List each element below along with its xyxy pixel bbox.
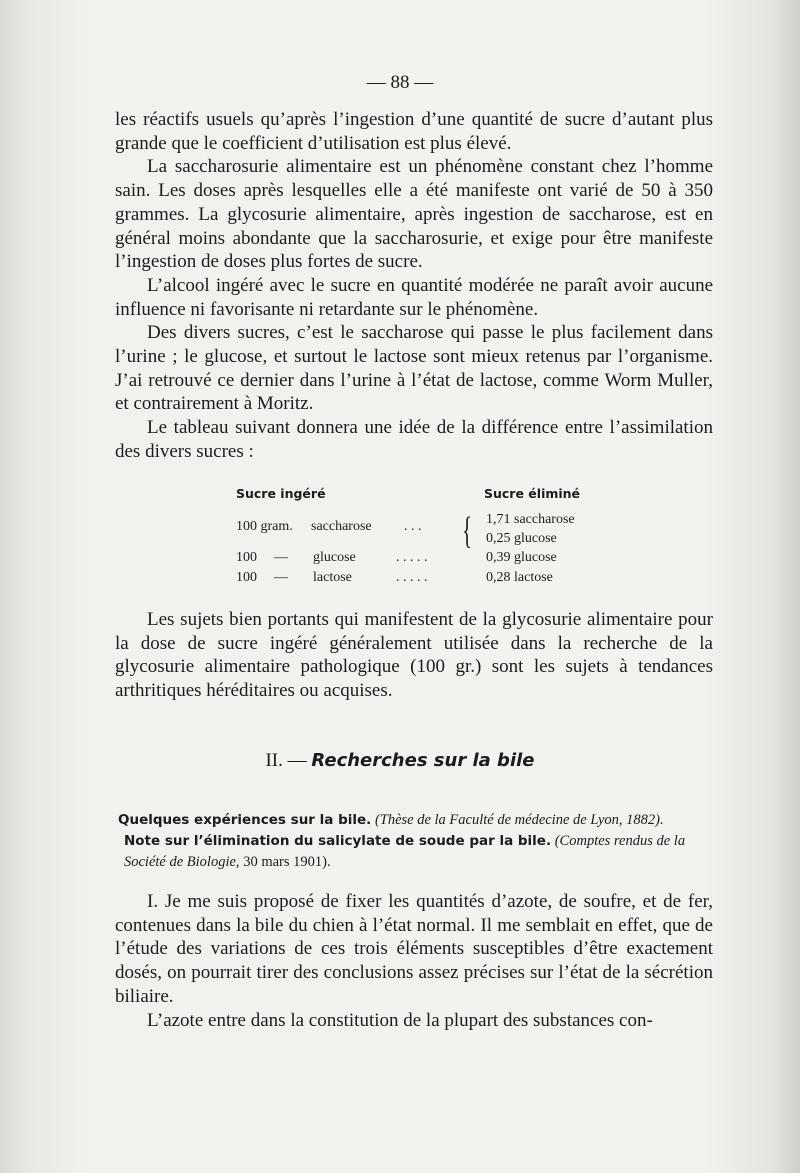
section-title: Recherches sur la bile xyxy=(311,750,535,771)
table-row xyxy=(236,512,616,539)
section-number: II. — xyxy=(265,750,307,771)
reference-title: Note sur l’élimination du salicylate de soude par la bile. xyxy=(124,833,552,849)
paragraph: L’alcool ingéré avec le sucre en quantité modérée ne paraît avoir aucune influence ni favorisante ni retardante sur le phénomène. xyxy=(115,274,713,320)
cell-result: 0,39 glucose xyxy=(486,550,557,565)
reference-date: 30 mars 1901). xyxy=(243,854,331,870)
cell-dots: . . . . . xyxy=(396,570,428,585)
table-header-eliminated: Sucre éliminé xyxy=(484,486,581,501)
cell-sugar: lactose xyxy=(313,570,352,585)
cell-sugar: saccharose xyxy=(311,519,372,534)
cell-qty: 100 xyxy=(236,570,257,585)
cell-dots: . . . . . xyxy=(396,550,428,565)
cell-dots: . . . xyxy=(404,519,422,534)
body-text-top xyxy=(115,108,713,464)
section-heading xyxy=(0,750,800,772)
references xyxy=(118,810,716,873)
cell-result: 0,25 glucose xyxy=(486,531,557,546)
page-number: — 88 — xyxy=(366,72,434,93)
paragraph: L’azote entre dans la constitution de la plupart des substances con- xyxy=(147,1009,653,1031)
paragraph: I. Je me suis proposé de fixer les quantités d’azote, de soufre, et de fer, contenues dans la bile du chien à l’état normal. Il me semblait en effet, que de l’étude des variations de ces trois éléments susceptibles d’être exactement dosés, on pourrait tirer des conclusions assez précises sur l’état de la sécrétion biliaire. xyxy=(115,891,713,1007)
cell-qty: 100 gram. xyxy=(236,519,293,534)
table-row xyxy=(236,570,616,590)
paragraph: La saccharosurie alimentaire est un phénomène constant chez l’homme sain. Les doses après lesquelles elle a été manifeste ont varié de 50 à 350 grammes. La glycosurie alimentaire, après ingestion de saccharose, est en général moins abondante que la saccharosurie, et exige pour être manifeste l’ingestion de doses plus fortes de sucre. xyxy=(115,156,713,273)
cell-dash: — xyxy=(274,550,288,565)
cell-qty: 100 xyxy=(236,550,257,565)
cell-dash: — xyxy=(274,570,288,585)
body-text-middle xyxy=(115,608,713,703)
cell-sugar: glucose xyxy=(313,550,356,565)
reference-source: (Thèse de la Faculté de médecine de Lyon, 1882). xyxy=(374,812,664,828)
paragraph: Des divers sucres, c’est le saccharose qui passe le plus facilement dans l’urine ; le glucose, et surtout le lactose sont mieux retenus par l’organisme. J’ai retrouvé ce dernier dans l’urine à l’état de lactose, comme Worm Muller, et contrairement à Moritz. xyxy=(115,322,713,415)
paragraph: Le tableau suivant donnera une idée de la différence entre l’assimilation des divers sucres : xyxy=(115,417,713,462)
body-text-bottom xyxy=(115,890,713,1032)
brace-glyph: { xyxy=(462,510,473,552)
reference-source: (Comptes rendus de la Société de Biologie, xyxy=(124,833,686,870)
paragraph: les réactifs usuels qu’après l’ingestion d’une quantité de sucre d’autant plus grande que le coefficient d’utilisation est plus élevé. xyxy=(115,109,713,154)
table-row xyxy=(236,550,616,570)
table-header-ingested: Sucre ingéré xyxy=(236,486,326,501)
reference-1 xyxy=(118,810,716,831)
cell-result: 1,71 saccharose xyxy=(486,512,575,527)
cell-result: 0,28 lactose xyxy=(486,570,553,585)
reference-title: Quelques expériences sur la bile. xyxy=(118,812,372,828)
reference-2 xyxy=(118,831,716,873)
paragraph: Les sujets bien portants qui manifestent de la glycosurie alimentaire pour la dose de sucre ingéré généralement utilisée dans la recherche de la glycosurie alimentaire pathologique (100 gr.) sont les sujets à tendances arthritiques héréditaires ou acquises. xyxy=(115,609,713,702)
